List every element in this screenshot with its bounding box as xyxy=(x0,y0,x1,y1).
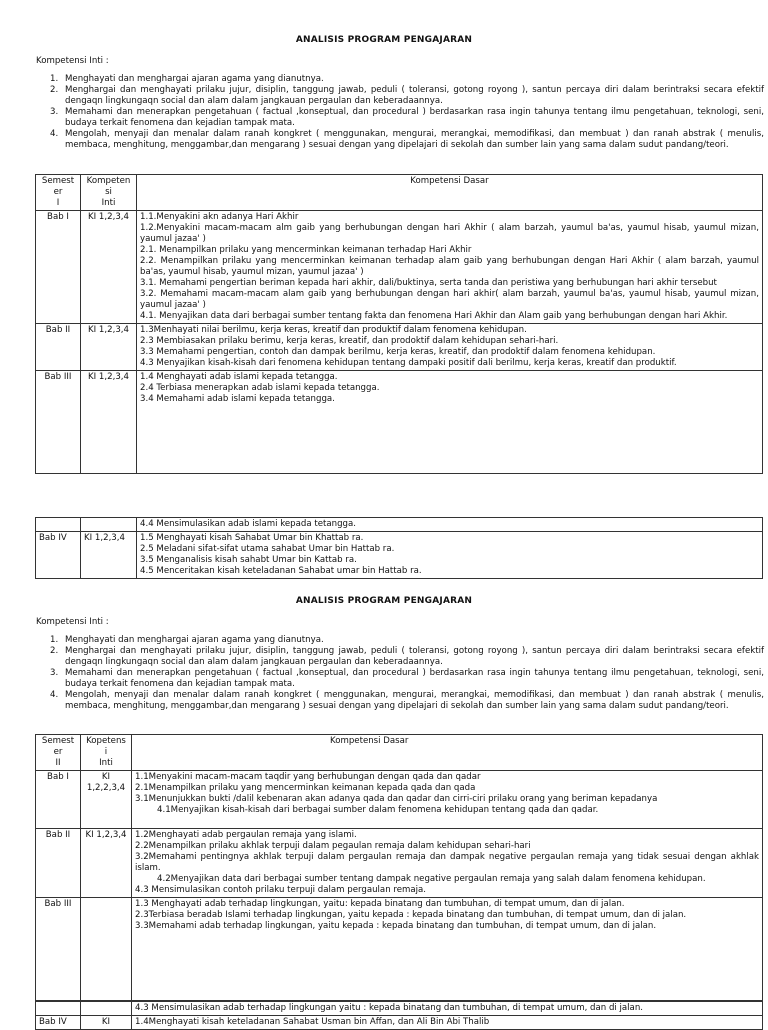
table-row xyxy=(36,1016,763,1030)
table-row xyxy=(36,211,763,324)
header-kd: Kompetensi Dasar xyxy=(132,735,763,771)
table-row xyxy=(36,1002,763,1016)
ki-item: 2. Menghargai dan menghayati prilaku jujur, disiplin, tanggung jawab, peduli ( toleransi, gotong royong ), santun percaya diri dalam berintraksi secara efektif dengaqn lingkungaqn social dan alam dalam jangkauan pergaulan dan keberadaannya. xyxy=(50,85,764,106)
section1-ki-label: Kompetensi Inti : xyxy=(36,56,109,66)
ki-item: 4. Mengolah, menyaji dan menalar dalam ranah kongkret ( menggunakan, mengurai, merangkai, memodifikasi, dan membuat ) dan ranah abstrak ( menulis, membaca, menghitung, menggambar,dan mengarang ) sesuai dengan yang dipelajari di sekolah dan sumber lain yang sama dalam sudut pandang/teori. xyxy=(50,690,764,711)
bab-cell xyxy=(36,518,81,532)
header-ki: Kompeten si Inti xyxy=(81,175,137,211)
bab-cell: Bab II xyxy=(36,324,81,371)
bab-cell: Bab I xyxy=(36,771,81,829)
table-header-row xyxy=(36,175,763,211)
ki-cell: KI 1,2,3,4 xyxy=(81,371,137,474)
kd-cell: 1.4Menghayati kisah keteladanan Sahabat Usman bin Affan, dan Ali Bin Abi Thalib xyxy=(132,1016,763,1030)
table-row xyxy=(36,829,763,898)
kd-cell: 1.2Menghayati adab pergaulan remaja yang islami. 2.2Menampilkan prilaku akhlak terpuji dalam pegaulan remaja dalam kehidupan sehari-hari 3.2Memahami pentingnya akhlak terpuji dalam pergaulan remaja dan dampak negative pergaulan remaja yang tidak sesuai dengan akhlak islam. 4.2Menyajikan data dari berbagai sumber tentang dampak negative pergaulan remaja yang salah dalam fenomena kehidupan. 4.3 Mensimulasikan contoh prilaku terpuji dalam pergaulan remaja. xyxy=(132,829,763,898)
bab-cell: Bab III xyxy=(36,371,81,474)
header-ki: Kopetens i Inti xyxy=(81,735,132,771)
header-semester: Semest er II xyxy=(36,735,81,771)
kd-cell: 1.3 Menghayati adab terhadap lingkungan, yaitu: kepada binatang dan tumbuhan, di tempat umum, dan di jalan. 2.3Terbiasa beradab Islami terhadap lingkungan, yaitu kepada : kepada binatang dan tumbuhan, di tempat umum, dan di jalan. 3.3Memahami adab terhadap lingkungan, yaitu kepada : kepada binatang dan tumbuhan, di tempat umum, dan di jalan. xyxy=(132,898,763,1001)
ki-item: 4. Mengolah, menyaji dan menalar dalam ranah kongkret ( menggunakan, mengurai, merangkai, memodifikasi, dan membuat ) dan ranah abstrak ( menulis, membaca, menghitung, menggambar,dan mengarang ) sesuai dengan yang dipelajari di sekolah dan sumber lain yang sama dalam sudut pandang/teori. xyxy=(50,129,764,150)
bab-cell: Bab IV xyxy=(36,532,81,579)
ki-cell: KI 1,2,3,4 xyxy=(81,211,137,324)
bab-cell: Bab IV xyxy=(36,1016,81,1030)
table-row xyxy=(36,324,763,371)
kd-cell: 1.1Menyakini macam-macam taqdir yang berhubungan dengan qada dan qadar 2.1Menampilkan prilaku yang mencerminkan keimanan kepada qada dan qada 3.1Menunjukkan bukti /dalil kebenaran akan adanya qada dan qadar dan cirri-ciri prilaku orang yang beriman kepadanya 4.1Menyajikan kisah-kisah dari berbagai sumber dalam fenomena kehidupan tentang qada dan qadar. xyxy=(132,771,763,829)
ki-item: 2. Menghargai dan menghayati prilaku jujur, disiplin, tanggung jawab, peduli ( toleransi, gotong royong ), santun percaya diri dalam berintraksi secara efektif dengaqn lingkungaqn social dan alam dalam jangkauan pergaulan dan keberadaannya. xyxy=(50,646,764,667)
ki-item: 3. Memahami dan menerapkan pengetahuan ( factual ,konseptual, dan procedural ) berdasarkan rasa ingin tahunya tentang ilmu pengetahuan, teknologi, seni, budaya terkait fenomena dan kejadian tampak mata. xyxy=(50,668,764,689)
section1-title: ANALISIS PROGRAM PENGAJARAN xyxy=(295,35,473,45)
table-header-row xyxy=(36,735,763,771)
ki-cell xyxy=(81,898,132,1001)
section1-ki-list xyxy=(36,74,764,151)
ki-cell: KI 1,2,2,3,4 xyxy=(81,771,132,829)
table-row xyxy=(36,898,763,1001)
kd-cell: 1.4 Menghayati adab islami kepada tetangga. 2.4 Terbiasa menerapkan adab islami kepada tetangga. 3.4 Memahami adab islami kepada tetangga. xyxy=(137,371,763,474)
kd-cell: 1.3Menhayati nilai berilmu, kerja keras, kreatif dan produktif dalam fenomena kehidupan. 2.3 Membiasakan prilaku berimu, kerja keras, kreatif, dan prodoktif dalam kehidupan sehari-hari. 3.3 Memahami pengertian, contoh dan dampak berilmu, kerja keras, kreatif, dan prodoktif dalam fenomena kehidupan. 4.3 Menyajikan kisah-kisah dari fenomena kehidupan tentang dampaki positif dali berilmu, kerja keras, kreatif dan produktif. xyxy=(137,324,763,371)
section1-kd-table-continued xyxy=(35,517,763,579)
ki-cell: KI xyxy=(81,1016,132,1030)
table-row xyxy=(36,771,763,829)
ki-cell: KI 1,2,3,4 xyxy=(81,324,137,371)
kd-cell: 1.5 Menghayati kisah Sahabat Umar bin Khattab ra. 2.5 Meladani sifat-sifat utama sahabat Umar bin Hattab ra. 3.5 Menganalisis kisah sahabt Umar bin Kattab ra. 4.5 Menceritakan kisah keteladanan Sahabat umar bin Hattab ra. xyxy=(137,532,763,579)
kd-cell: 4.4 Mensimulasikan adab islami kepada tetangga. xyxy=(137,518,763,532)
header-kd: Kompetensi Dasar xyxy=(137,175,763,211)
ki-item: 1. Menghayati dan menghargai ajaran agama yang dianutnya. xyxy=(50,74,324,84)
ki-item: 1. Menghayati dan menghargai ajaran agama yang dianutnya. xyxy=(50,635,324,645)
table-row xyxy=(36,518,763,532)
section2-ki-label: Kompetensi Inti : xyxy=(36,617,109,627)
section1-kd-table xyxy=(35,174,763,474)
ki-cell: KI 1,2,3,4 xyxy=(81,532,137,579)
header-semester: Semest er I xyxy=(36,175,81,211)
section2-ki-list xyxy=(36,635,764,712)
bab-cell xyxy=(36,1002,81,1016)
section2-kd-table-continued xyxy=(35,1001,763,1030)
ki-cell xyxy=(81,1002,132,1016)
kd-cell: 1.1.Menyakini akn adanya Hari Akhir 1.2.Menyakini macam-macam alm gaib yang berhubungan dengan hari Akhir ( alam barzah, yaumul ba'as, yaumul hisab, yaumul mizan, yaumul jazaa' ) 2.1. Menampilkan prilaku yang mencerminkan keimanan terhadap Hari Akhir 2.2. Menampilkan prilaku yang mencerminkan keimanan terhadap alam gaib yang berhubungan dengan Hari Akhir ( alam barzah, yaumul ba'as, yaumul hisab, yaumul mizan, yaumul jazaa' ) 3.1. Memahami pengertian beriman kepada hari akhir, dali/buktinya, serta tanda dan peristiwa yang berhubungan hari akhir tersebut 3.2. Memahami macam-macam alam gaib yang berhubungan dengan hari akhir( alam barzah, yaumul ba'as, yaumul hisab, yaumul mizan, yaumul jazaa' ) 4.1. Menyajikan data dari berbagai sumber tentang fakta dan fenomena Hari Akhir dan Alam gaib yang berhubungan dengan hari Akhir. xyxy=(137,211,763,324)
section2-kd-table xyxy=(35,734,763,1001)
table-row xyxy=(36,532,763,579)
kd-cell: 4.3 Mensimulasikan adab terhadap lingkungan yaitu : kepada binatang dan tumbuhan, di tempat umum, dan di jalan. xyxy=(132,1002,763,1016)
ki-item: 3. Memahami dan menerapkan pengetahuan ( factual ,konseptual, dan procedural ) berdasarkan rasa ingin tahunya tentang ilmu pengetahuan, teknologi, seni, budaya terkait fenomena dan kejadian tampak mata. xyxy=(50,107,764,128)
ki-cell xyxy=(81,518,137,532)
bab-cell: Bab III xyxy=(36,898,81,1001)
section2-title: ANALISIS PROGRAM PENGAJARAN xyxy=(295,596,473,606)
ki-cell: KI 1,2,3,4 xyxy=(81,829,132,898)
bab-cell: Bab II xyxy=(36,829,81,898)
bab-cell: Bab I xyxy=(36,211,81,324)
table-row xyxy=(36,371,763,474)
